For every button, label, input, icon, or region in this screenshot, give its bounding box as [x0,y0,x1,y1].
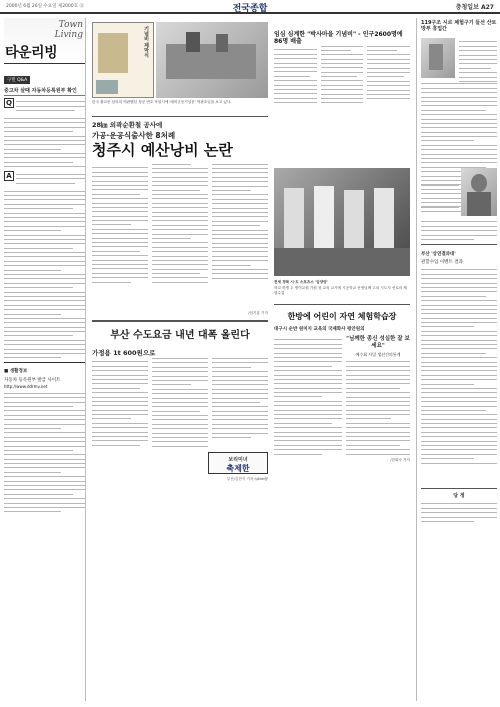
ceremony-photo [156,22,268,98]
water-fee-byline: 부산/김현식 기자 hjkim@ [226,477,268,481]
issue-date: 2000년 6월 26일 수요일 제2000호 ㊄ [6,4,84,9]
footer-label: 당 정 [453,493,465,499]
rescue-photo [421,38,455,78]
monument-poster-photo [92,22,154,98]
column-c [274,18,410,701]
water-fee-subhead: 가정용 1t 600원으로 [92,349,156,357]
ad-text: 축제한 [226,464,250,473]
column-b [92,18,268,701]
page-number: 충청일보 A27 [455,4,494,11]
herbal-camp-body [274,336,342,458]
side-article-headline: "님께한 종신 성실한 잘 보세요" [346,336,410,349]
town-living-logo [4,18,85,64]
sidebar-heading: ■ 생활정보 [4,369,28,375]
training-photo-title: 전세 경북 시·도 스포츠스 '입양양' [274,280,328,284]
side-article-byline: /한희숙 기자 [390,457,410,462]
article-headline: 청주시 예산낭비 논란 [92,141,233,159]
page-masthead [0,0,500,14]
village-article-body [274,46,410,103]
photo-caption: 한국 불교문 삼의의 역판했던 청공 번호 작업시에 '예비군동기입문' 역판호일을 보고 있다. [92,100,232,104]
article-body [92,164,268,282]
village-monument-headline: 임심 심계한 "박사마을 기념비" - 인구2600명에 86명 배출 [274,31,403,45]
water-fee-body [92,358,268,447]
water-fee-headline: 부산 수도요금 내년 대폭 올린다 [110,330,250,341]
answer-badge: A [4,171,14,181]
ad-brand: 보리미녀 [228,457,248,463]
logo-english: Town Living [54,20,83,40]
side-article [346,336,410,463]
question-badge: Q [4,98,14,108]
rescue-headline: 119구조 시르 체험구기 들선 산토망부 휴업간 [421,20,497,32]
training-photo [274,168,410,276]
mid-article-subhead: 관할수업 이벤트 결과 [421,260,463,265]
sidebar-url[interactable]: http://www.ddrmv.net [4,384,48,390]
festival-ad[interactable] [208,452,268,474]
training-photo-caption: 학교 학생 두 명이교원 가원 청 교육 교기에 시공학교 선생님께 고쳐 시도지 선로의 체험수업 [274,286,407,295]
qa-title: 중고차 살때 자동차등록원부 확인 [4,87,85,96]
article-subhead: 가공·운공식출사한 8처례 [92,131,176,140]
logo-korean: 타운리빙 [5,45,58,61]
side-article-subhead: 예수회 사밀 생선건의통계 [355,352,401,357]
sidebar-subheading: 자동차 등록원부 발급 사이트 [4,378,61,384]
herbal-camp-headline: 한방에 어린이 자연 체험학습장 [287,312,397,321]
info-sidebar [4,362,85,512]
qa-body-text [4,118,85,167]
article-byline: /엄기홍 기자 [248,311,268,315]
column-d [416,18,496,701]
qa-label: 구민 Q&A [4,76,30,84]
portrait-photo [461,168,497,216]
section-title: 전국종합 [232,4,268,14]
herbal-camp-subhead: 대구시 순반 원미지 교육의 국제화사 평안원의 [274,327,365,332]
mid-article-body [421,266,497,467]
article-kicker: 28㎞ 외곽순환철 공사에 [92,121,163,129]
poster-title: 기념비 제막식 [143,26,149,58]
town-living-column [4,18,86,701]
mid-article-headline: 부산 '상연결과대' [421,252,456,257]
